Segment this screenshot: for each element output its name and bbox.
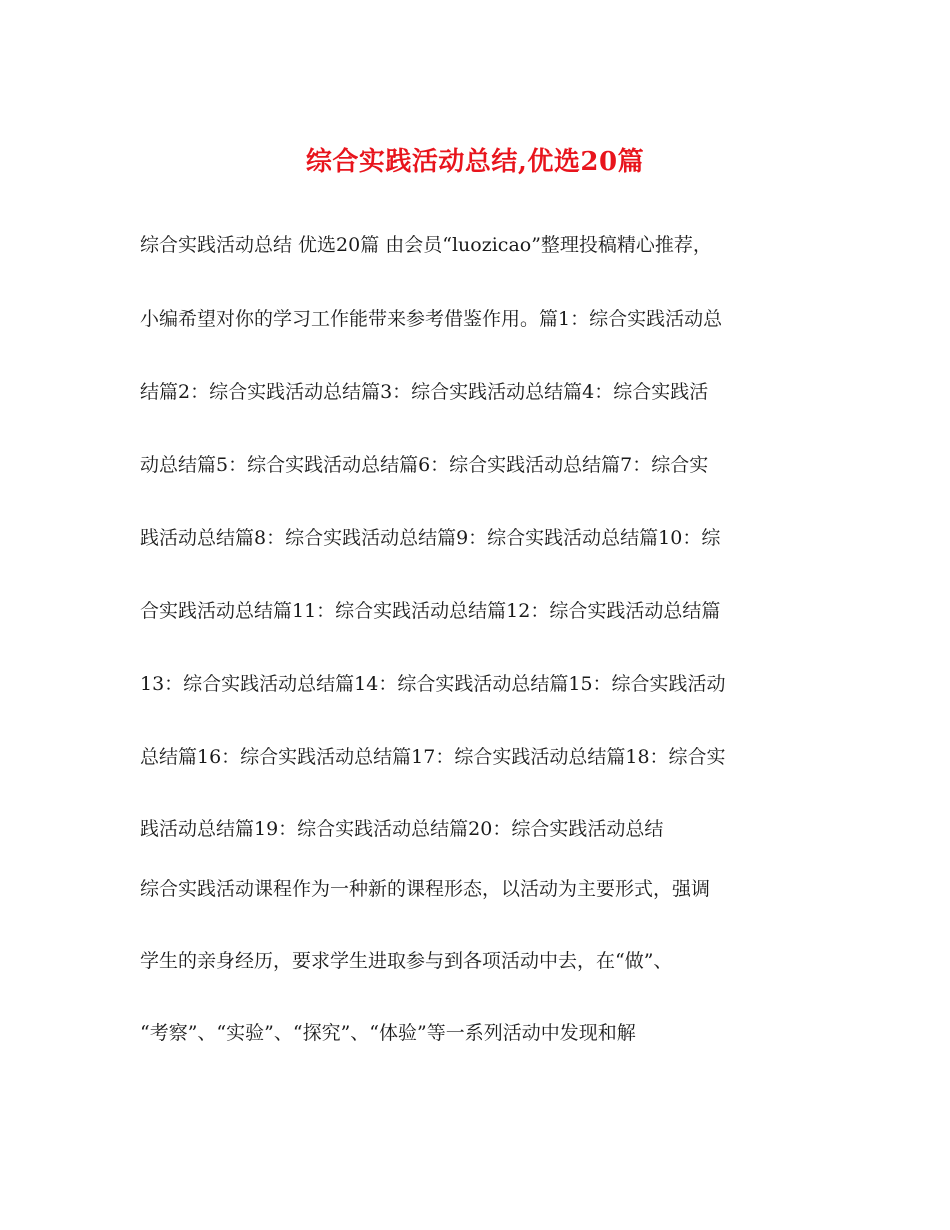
intro-line-5: 践活动总结篇8：综合实践活动总结篇9：综合实践活动总结篇10：综: [140, 527, 721, 549]
intro-line-2: 小编希望对你的学习工作能带来参考借鉴作用。篇1：综合实践活动总: [140, 308, 723, 330]
intro-line-3: 结篇2：综合实践活动总结篇3：综合实践活动总结篇4：综合实践活: [140, 381, 709, 403]
body-line-1: 综合实践活动课程作为一种新的课程形态，以活动为主要形式，强调: [140, 878, 711, 900]
document-title: 综合实践活动总结,优选20篇: [305, 147, 645, 177]
intro-line-1: 综合实践活动总结 优选20篇 由会员“luozicao”整理投稿精心推荐，: [140, 234, 712, 256]
intro-line-9: 践活动总结篇19：综合实践活动总结篇20：综合实践活动总结: [140, 818, 664, 840]
intro-line-7: 13：综合实践活动总结篇14：综合实践活动总结篇15：综合实践活动: [140, 673, 726, 695]
intro-line-8: 总结篇16：综合实践活动总结篇17：综合实践活动总结篇18：综合实: [140, 746, 726, 768]
body-line-2: 学生的亲身经历，要求学生进取参与到各项活动中去，在“做”、: [140, 950, 673, 972]
intro-line-6: 合实践活动总结篇11：综合实践活动总结篇12：综合实践活动总结篇: [140, 600, 721, 622]
body-line-3: “考察”、“实验”、“探究”、“体验”等一系列活动中发现和解: [140, 1022, 636, 1044]
intro-line-4: 动总结篇5：综合实践活动总结篇6：综合实践活动总结篇7：综合实: [140, 454, 709, 476]
